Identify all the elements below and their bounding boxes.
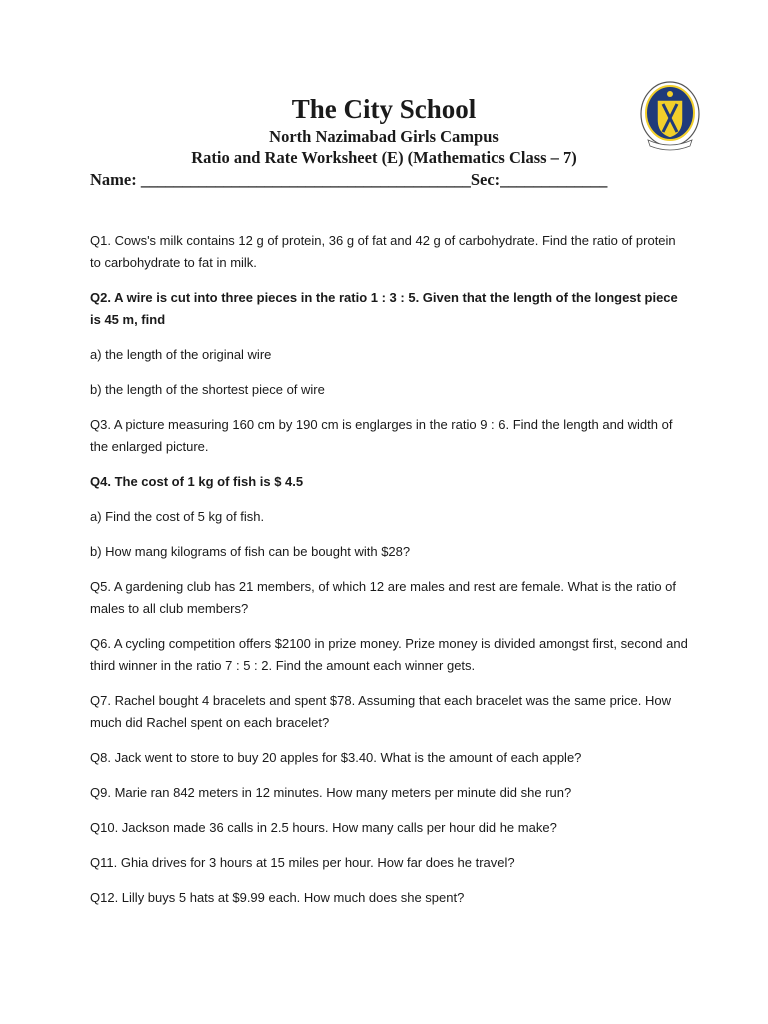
question-item: Q3. A picture measuring 160 cm by 190 cm is englarges in the ratio 9 : 6. Find the length and width of the enlarged picture.	[90, 417, 673, 454]
question-item: a) the length of the original wire	[90, 347, 272, 362]
question-item: a) Find the cost of 5 kg of fish.	[90, 509, 265, 524]
question-item: Q1. Cows's milk contains 12 g of protein, 36 g of fat and 42 g of carbohydrate. Find the ratio of protein to carbohydrate to fat in milk.	[90, 233, 676, 270]
question-item: Q10. Jackson made 36 calls in 2.5 hours. How many calls per hour did he make?	[90, 820, 557, 835]
question-item: Q2. A wire is cut into three pieces in the ratio 1 : 3 : 5. Given that the length of the longest piece is 45 m, find	[90, 290, 678, 327]
question-item: b) the length of the shortest piece of wire	[90, 382, 325, 397]
question-item: Q12. Lilly buys 5 hats at $9.99 each. How much does she spent?	[90, 890, 465, 905]
question-item: Q11. Ghia drives for 3 hours at 15 miles per hour. How far does he travel?	[90, 855, 515, 870]
question-item: Q8. Jack went to store to buy 20 apples for $3.40. What is the amount of each apple?	[90, 750, 582, 765]
campus-name: North Nazimabad Girls Campus	[269, 127, 499, 146]
question-item: Q9. Marie ran 842 meters in 12 minutes. How many meters per minute did she run?	[90, 785, 572, 800]
question-item: Q5. A gardening club has 21 members, of which 12 are males and rest are female. What is the ratio of males to all club members?	[90, 579, 677, 616]
school-crest-icon	[638, 80, 702, 152]
worksheet-title: Ratio and Rate Worksheet (E) (Mathematics Class – 7)	[191, 148, 577, 167]
question-item: Q4. The cost of 1 kg of fish is $ 4.5	[90, 474, 304, 489]
question-item: b) How mang kilograms of fish can be bought with $28?	[90, 544, 411, 559]
name-section-line: Name: ________________________________________Sec:_____________	[90, 170, 608, 189]
question-item: Q7. Rachel bought 4 bracelets and spent $78. Assuming that each bracelet was the same price. How much did Rachel spent on each bracelet?	[90, 693, 672, 730]
question-list	[90, 230, 690, 922]
school-name: The City School	[291, 94, 477, 124]
question-item: Q6. A cycling competition offers $2100 in prize money. Prize money is divided amongst first, second and third winner in the ratio 7 : 5 : 2. Find the amount each winner gets.	[90, 636, 688, 673]
